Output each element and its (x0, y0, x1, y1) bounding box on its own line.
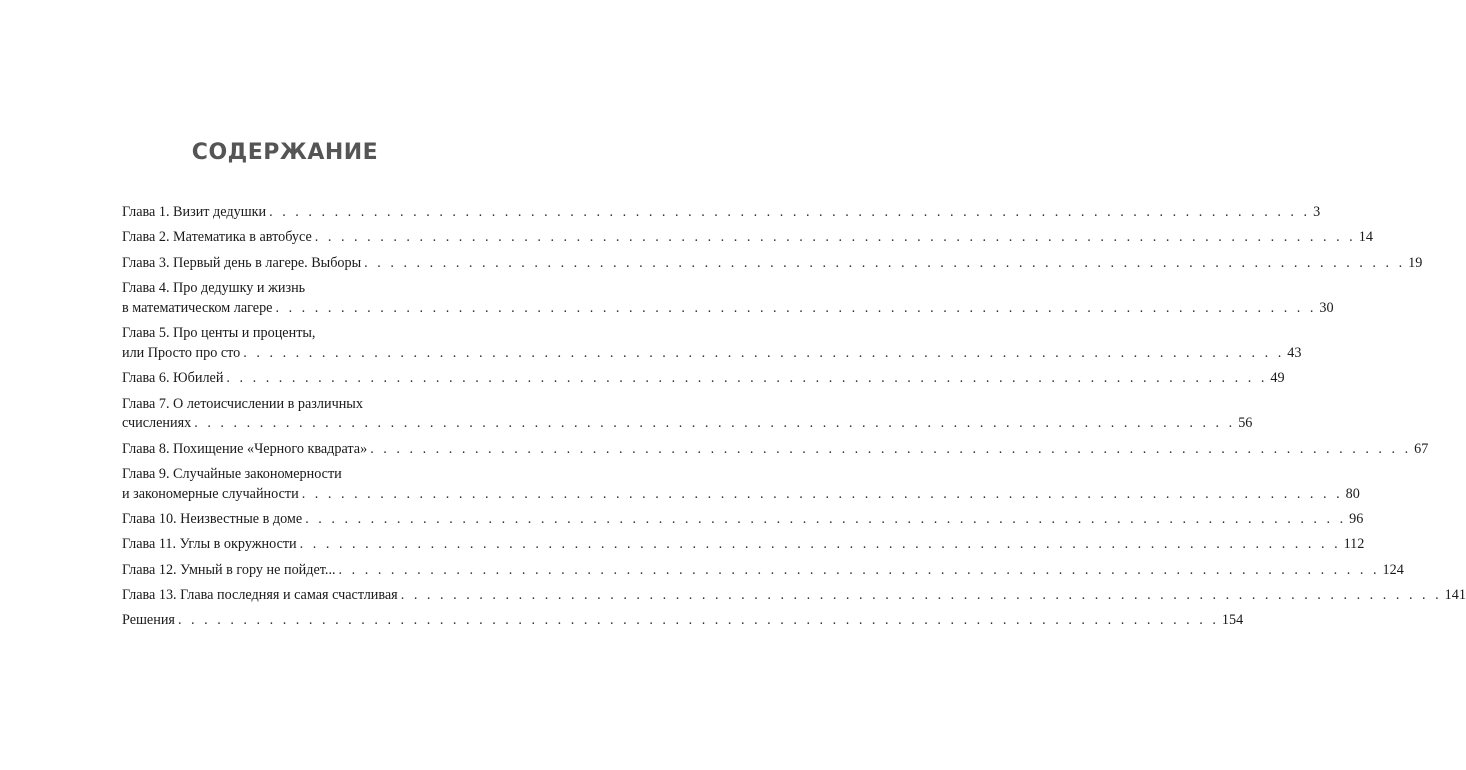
toc-dot-leader: . . . . . . . . . . . . . . . . . . . . . . . . . . . . . . . . . . . . . . . . . . . . . . . . . . . . . . . . . . . . . . . . . . . . . . . . . . . . . . . . (400, 587, 1442, 604)
toc-entry-line (122, 395, 470, 415)
toc-entry (122, 279, 1334, 318)
toc-entry-line (122, 535, 1365, 555)
toc-page-number: 14 (1358, 229, 1373, 246)
toc-entry (122, 611, 1244, 631)
toc-entry-title: Решения (122, 612, 175, 629)
toc-page-number: 154 (1221, 612, 1244, 629)
toc-dot-leader: . . . . . . . . . . . . . . . . . . . . . . . . . . . . . . . . . . . . . . . . . . . . . . . . . . . . . . . . . . . . . . . . . . . . . . . . . . . . . . . . (301, 485, 1343, 502)
toc-entry-title: Глава 6. Юбилей (122, 370, 224, 387)
toc-page-number: 30 (1319, 299, 1334, 316)
toc-page-number: 19 (1408, 254, 1423, 271)
toc-entry-title: Глава 11. Углы в окружности (122, 536, 297, 553)
toc-dot-leader: . . . . . . . . . . . . . . . . . . . . . . . . . . . . . . . . . . . . . . . . . . . . . . . . . . . . . . . . . . . . . . . . . . . . . . . . . . . . . . . . (269, 204, 1311, 220)
toc-entry-line (122, 465, 470, 485)
toc-page-number: 80 (1345, 485, 1360, 502)
toc-entry-line (122, 485, 1360, 505)
toc-dot-leader: . . . . . . . . . . . . . . . . . . . . . . . . . . . . . . . . . . . . . . . . . . . . . . . . . . . . . . . . . . . . . . . . . . . . . . . . . . . . . . . . (243, 344, 1285, 361)
toc-entry (122, 465, 1360, 504)
toc-page-number: 56 (1238, 415, 1253, 432)
toc-page-number: 141 (1444, 587, 1466, 604)
toc-page-number: 67 (1414, 440, 1429, 457)
toc-dot-leader: . . . . . . . . . . . . . . . . . . . . . . . . . . . . . . . . . . . . . . . . . . . . . . . . . . . . . . . . . . . . . . . . . . . . . . . . . . . . . . . . (364, 254, 1406, 271)
toc-entry-title: Глава 2. Математика в автобусе (122, 229, 312, 246)
toc-dot-leader: . . . . . . . . . . . . . . . . . . . . . . . . . . . . . . . . . . . . . . . . . . . . . . . . . . . . . . . . . . . . . . . . . . . . . . . . . . . . . . . . (177, 612, 1219, 629)
toc-entry (122, 369, 1285, 389)
toc-entry-line (122, 510, 1364, 530)
toc-entry-line (122, 414, 1253, 434)
toc-page-number: 49 (1270, 370, 1285, 387)
toc-entry-title: Глава 7. О летоисчислении в различных (122, 395, 363, 412)
toc-entry-line (122, 561, 1404, 581)
toc-entry-title: Глава 10. Неизвестные в доме (122, 510, 303, 527)
toc-entry (122, 535, 1365, 555)
toc-entry (122, 561, 1404, 581)
toc-dot-leader: . . . . . . . . . . . . . . . . . . . . . . . . . . . . . . . . . . . . . . . . . . . . . . . . . . . . . . . . . . . . . . . . . . . . . . . . . . . . . . . . (370, 440, 1412, 457)
toc-entry (122, 510, 1364, 530)
toc-entry-line (122, 203, 1321, 223)
toc-page-number: 124 (1382, 561, 1404, 578)
toc-entry-title: Глава 8. Похищение «Черного квадрата» (122, 440, 368, 457)
toc-dot-leader: . . . . . . . . . . . . . . . . . . . . . . . . . . . . . . . . . . . . . . . . . . . . . . . . . . . . . . . . . . . . . . . . . . . . . . . . . . . . . . . . (226, 370, 1268, 387)
toc-entry-line (122, 279, 470, 299)
toc-entry-title: Глава 13. Глава последняя и самая счастливая (122, 587, 398, 604)
toc-entry-line (122, 344, 1302, 364)
table-of-contents (122, 203, 1466, 637)
toc-entry (122, 586, 1466, 606)
toc-entry-line (122, 440, 1429, 460)
toc-entry-line (122, 299, 1334, 319)
toc-entry-title: Глава 12. Умный в гору не пойдет... (122, 561, 336, 578)
toc-entry-title: Глава 4. Про дедушку и жизнь (122, 280, 306, 297)
toc-entry-title: Глава 3. Первый день в лагере. Выборы (122, 254, 362, 271)
toc-entry (122, 395, 1253, 434)
toc-entry-line (122, 611, 1244, 631)
toc-entry-title: в математическом лагере (122, 299, 273, 316)
toc-entry-line (122, 586, 1466, 606)
toc-dot-leader: . . . . . . . . . . . . . . . . . . . . . . . . . . . . . . . . . . . . . . . . . . . . . . . . . . . . . . . . . . . . . . . . . . . . . . . . . . . . . . . . (305, 510, 1347, 527)
toc-entry-line (122, 254, 1423, 274)
toc-dot-leader: . . . . . . . . . . . . . . . . . . . . . . . . . . . . . . . . . . . . . . . . . . . . . . . . . . . . . . . . . . . . . . . . . . . . . . . . . . . . . . . . (314, 229, 1356, 246)
toc-entry (122, 228, 1373, 248)
toc-entry-line (122, 369, 1285, 389)
toc-entry (122, 440, 1429, 460)
toc-entry-line (122, 324, 470, 344)
toc-page-number: 96 (1349, 510, 1364, 527)
toc-entry (122, 203, 1321, 223)
toc-entry-title: и закономерные случайности (122, 485, 299, 502)
toc-entry-title: счислениях (122, 415, 192, 432)
toc-heading: СОДЕРЖАНИЕ (191, 140, 379, 165)
toc-entry (122, 254, 1423, 274)
toc-entry-title: Глава 5. Про центы и проценты, (122, 325, 316, 342)
toc-entry-line (122, 228, 1373, 248)
toc-page-number: 3 (1313, 204, 1321, 220)
toc-page-number: 43 (1287, 344, 1302, 361)
toc-dot-leader: . . . . . . . . . . . . . . . . . . . . . . . . . . . . . . . . . . . . . . . . . . . . . . . . . . . . . . . . . . . . . . . . . . . . . . . . . . . . . . . . (275, 299, 1317, 316)
toc-dot-leader: . . . . . . . . . . . . . . . . . . . . . . . . . . . . . . . . . . . . . . . . . . . . . . . . . . . . . . . . . . . . . . . . . . . . . . . . . . . . . . . . (299, 536, 1341, 553)
toc-entry (122, 324, 1302, 363)
toc-entry-title: Глава 9. Случайные закономерности (122, 465, 342, 482)
toc-entry-title: или Просто про сто (122, 344, 241, 361)
toc-dot-leader: . . . . . . . . . . . . . . . . . . . . . . . . . . . . . . . . . . . . . . . . . . . . . . . . . . . . . . . . . . . . . . . . . . . . . . . . . . . . . . . . (194, 415, 1236, 432)
toc-entry-title: Глава 1. Визит дедушки (122, 204, 267, 220)
toc-page-number: 112 (1343, 536, 1365, 553)
toc-dot-leader: . . . . . . . . . . . . . . . . . . . . . . . . . . . . . . . . . . . . . . . . . . . . . . . . . . . . . . . . . . . . . . . . . . . . . . . . . . . . . . . . (338, 561, 1380, 578)
